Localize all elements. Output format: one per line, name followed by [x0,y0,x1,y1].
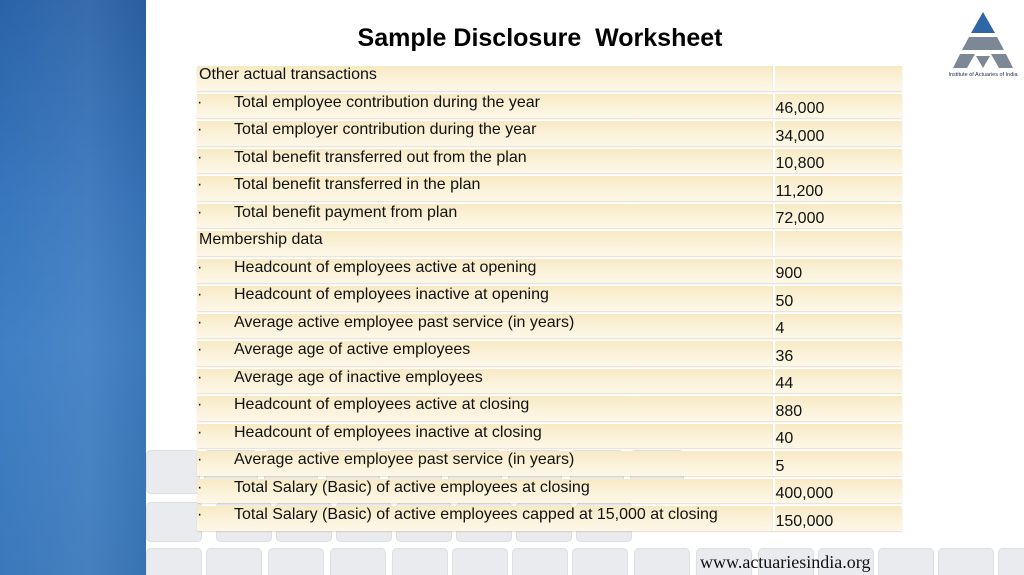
row-label-cell [197,94,773,119]
table-row [197,314,902,339]
background-tile [938,548,994,575]
row-value: 46,000 [773,94,902,119]
row-value: 10,800 [773,149,902,174]
background-tile [330,548,386,575]
table-row [197,506,902,531]
table-row [197,176,902,201]
row-label: Total benefit payment from plan [234,203,458,221]
row-label-cell [197,341,773,366]
row-label-cell [197,176,773,201]
table-row [197,286,902,311]
bullet: · [197,396,203,413]
row-value [773,66,902,91]
row-label: Average active employee past service (in years) [234,451,575,468]
bullet: · [197,93,203,111]
row-label: Headcount of employees inactive at opening [234,286,549,303]
background-tile [634,548,690,575]
row-label: Headcount of employees active at closing [234,396,530,413]
row-label: Total employer contribution during the year [234,121,537,138]
row-label-cell [197,286,773,311]
row-label: Other actual transactions [199,66,377,83]
section-label [197,231,773,256]
bullet: · [197,203,203,221]
bullet: · [197,423,203,441]
row-value: 4 [773,314,902,339]
row-label-cell [197,149,773,174]
row-value: 34,000 [773,121,902,146]
row-label-cell [197,121,773,146]
row-label-cell [197,369,773,394]
bullet: · [197,148,203,166]
bullet: · [197,368,203,386]
background-tile [206,548,262,575]
row-value: 36 [773,341,902,366]
row-label-cell [197,506,773,531]
row-label: Average age of active employees [234,341,471,358]
bullet: · [197,478,203,496]
row-label: Total employee contribution during the year [234,93,540,111]
table-row [197,424,902,449]
background-tile [392,548,448,575]
table-row [197,396,902,421]
table-row [197,204,902,229]
row-label-cell [197,396,773,421]
table-row [197,341,902,366]
bullet: · [197,258,203,276]
row-value: 50 [773,286,902,311]
bullet: · [197,506,203,523]
row-value [773,231,902,256]
table-row [197,259,902,284]
disclosure-table [197,63,902,534]
row-label-cell [197,451,773,476]
bullet: · [197,313,203,331]
background-tile [146,548,202,575]
row-label: Total Salary (Basic) of active employees capped at 15,000 at closing [234,506,718,523]
page-title: Sample Disclosure Worksheet [357,24,723,52]
row-label: Headcount of employees active at opening [234,258,537,276]
row-label-cell [197,424,773,449]
row-label-cell [197,259,773,284]
table-row [197,149,902,174]
row-value: 880 [773,396,902,421]
background-tile [268,548,324,575]
table-row [197,479,902,504]
row-value: 40 [773,424,902,449]
row-value: 900 [773,259,902,284]
row-value: 400,000 [773,479,902,504]
section-row [197,231,902,256]
background-tile [146,502,202,542]
row-label: Average age of inactive employees [234,368,483,386]
footer-website[interactable]: www.actuariesindia.org [700,552,871,572]
row-label: Total benefit transferred in the plan [234,176,481,193]
row-value: 150,000 [773,506,902,531]
row-label: Average active employee past service (in years) [234,313,575,331]
table-row [197,121,902,146]
background-tile [146,450,200,494]
row-label: Membership data [199,231,323,248]
section-row [197,66,902,91]
bullet: · [197,176,203,193]
section-label [197,66,773,91]
row-value: 5 [773,451,902,476]
table-row [197,451,902,476]
background-tile [512,548,568,575]
row-value: 11,200 [773,176,902,201]
background-tile [878,548,934,575]
background-tile [998,548,1024,575]
row-label-cell [197,204,773,229]
left-decorative-band [0,0,146,575]
row-value: 44 [773,369,902,394]
row-label: Total benefit transferred out from the plan [234,148,527,166]
table-row [197,369,902,394]
background-tile [452,548,508,575]
background-tile [572,548,628,575]
table-row [197,94,902,119]
bullet: · [197,451,203,468]
row-label: Headcount of employees inactive at closing [234,423,542,441]
row-label: Total Salary (Basic) of active employees at closing [234,478,590,496]
row-label-cell [197,479,773,504]
bullet: · [197,286,203,303]
bullet: · [197,341,203,358]
logo-caption: Institute of Actuaries of India [948,72,1018,78]
bullet: · [197,121,203,138]
row-label-cell [197,314,773,339]
row-value: 72,000 [773,204,902,229]
